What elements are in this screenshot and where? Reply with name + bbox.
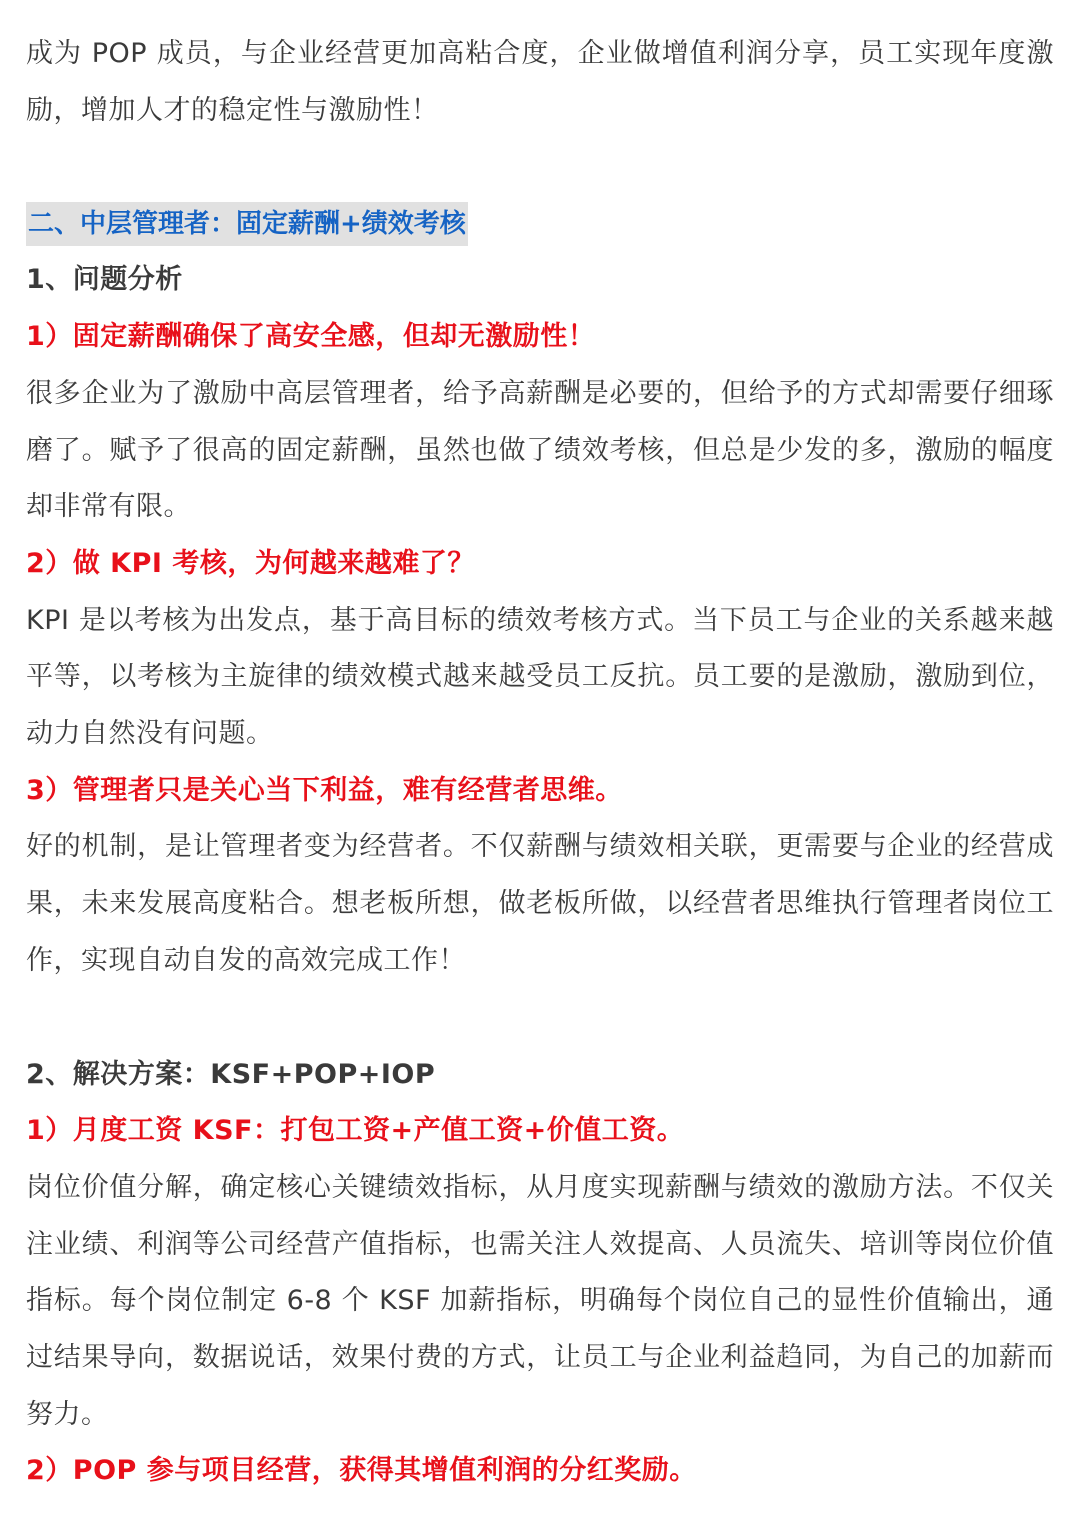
analysis-point3-text: 好的机制，是让管理者变为经营者。不仅薪酬与绩效相关联，更需要与企业的经营成果，未来发展高度粘合。想老板所想，做老板所做，以经营者思维执行管理者岗位工作，实现自动自发的高效完成工作！ [26, 831, 1054, 976]
analysis-point1-text: 很多企业为了激励中高层管理者，给予高薪酬是必要的，但给予的方式却需要仔细琢磨了。赋予了很高的固定薪酬，虽然也做了绩效考核，但总是少发的多，激励的幅度却非常有限。 [26, 377, 1054, 523]
section-title: 二、中层管理者：固定薪酬+绩效考核 [26, 202, 468, 246]
analysis-point2-text: KPI 是以考核为出发点，基于高目标的绩效考核方式。当下员工与企业的关系越来越平等，以考核为主旋律的绩效模式越来越受员工反抗。员工要的是激励，激励到位，动力自然没有问题。 [26, 604, 1054, 750]
solution-point1-title: 1）月度工资 KSF：打包工资+产值工资+价值工资。 [26, 1115, 685, 1147]
analysis-point1-title: 1）固定薪酬确保了高安全感，但却无激励性！ [26, 321, 596, 353]
analysis-heading: 1、问题分析 [26, 264, 183, 296]
spacer [26, 990, 1054, 1047]
solution-point2-title: 2）POP 参与项目经营，获得其增值利润的分红奖励。 [26, 1455, 697, 1487]
analysis-point2-title: 2）做 KPI 考核，为何越来越难了？ [26, 547, 475, 579]
solution-heading: 2、解决方案：KSF+POP+IOP [26, 1058, 436, 1090]
intro-paragraph: 成为 POP 成员，与企业经营更加高粘合度，企业做增值利润分享，员工实现年度激励，增加人才的稳定性与激励性！ [26, 38, 1054, 126]
spacer [26, 139, 1054, 196]
analysis-point3-title: 3）管理者只是关心当下利益，难有经营者思维。 [26, 774, 623, 806]
solution-point1-text: 岗位价值分解，确定核心关键绩效指标，从月度实现薪酬与绩效的激励方法。不仅关注业绩、利润等公司经营产值指标，也需关注人效提高、人员流失、培训等岗位价值指标。每个岗位制定 6-8 个 KSF 加薪指标，明确每个岗位自己的显性价值输出，通过结果导向，数据说话，效果付费的方式，让员工与企业利益趋同，为自己的加薪而努力。 [26, 1171, 1054, 1430]
